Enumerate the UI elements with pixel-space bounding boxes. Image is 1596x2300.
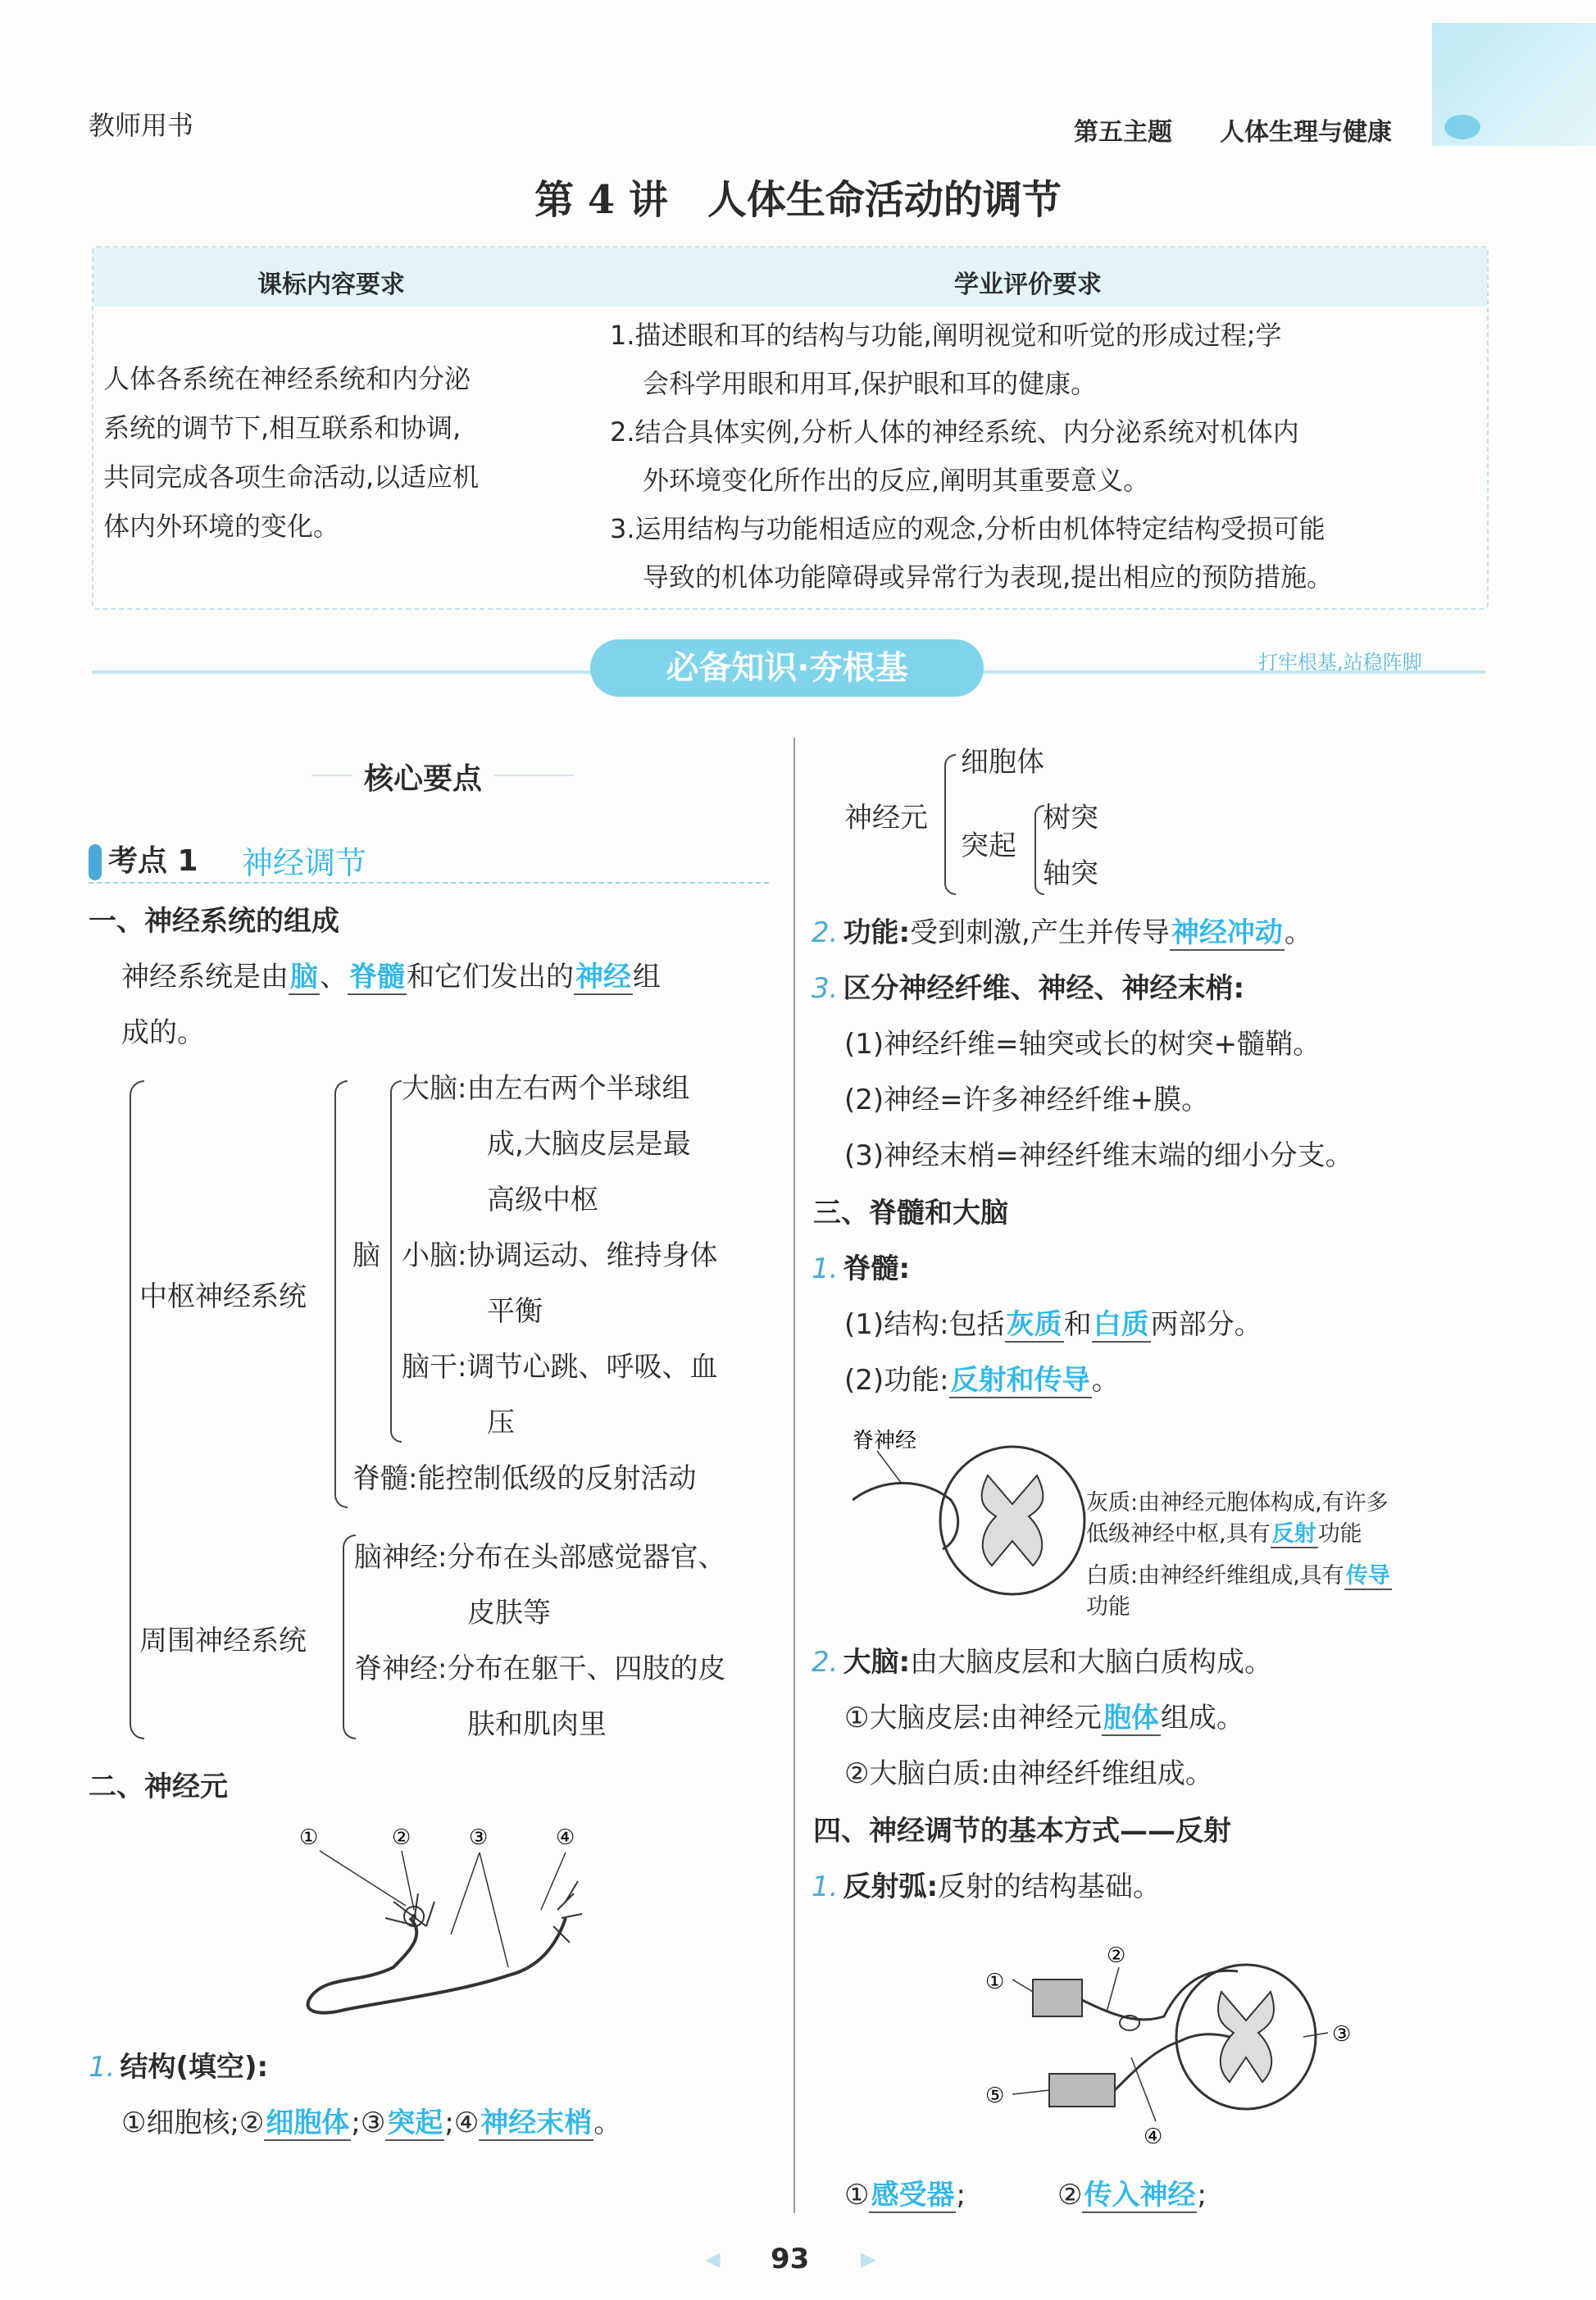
cns-label: 中枢神经系统: [139, 1280, 307, 1313]
next-arrow-icon: ▶: [861, 2248, 876, 2270]
answer-nerve-ending: 神经末梢: [480, 2107, 593, 2139]
kp-underline: [89, 882, 769, 884]
s2-title: 二、神经元: [89, 1770, 228, 1803]
text: 由大脑皮层和大脑白质构成。: [910, 1646, 1273, 1679]
text: 。: [1091, 1364, 1120, 1397]
neuron-label-3: ③: [469, 1825, 489, 1850]
reflex-arc-title: [812, 1859, 1161, 1915]
kp-marker: [89, 844, 102, 880]
text: 功能: [1317, 1521, 1362, 1547]
text: 组: [633, 961, 661, 993]
answer-white-matter: 白质: [1093, 1308, 1149, 1341]
text: 两部分。: [1150, 1308, 1262, 1341]
text: 大脑:: [843, 1646, 911, 1679]
header-topic: 第五主题: [1074, 118, 1172, 147]
item-number: 3.: [812, 972, 839, 1005]
neuron-label-1: ①: [299, 1825, 319, 1850]
arc-label-4: ④: [1144, 2125, 1163, 2148]
s1-line1: [121, 949, 661, 1005]
text: 神经系统是由: [121, 961, 289, 993]
item-number: 2.: [812, 916, 839, 949]
kp-name: 神经调节: [242, 845, 367, 881]
text: 功能:: [843, 916, 911, 949]
text: 结构(填空):: [120, 2051, 269, 2084]
text: 反射弧:: [843, 1870, 939, 1903]
arc-label-3: ③: [1332, 2022, 1352, 2047]
text: ①细胞核;②: [121, 2107, 265, 2139]
col2-line: 导致的机体功能障碍或异常行为表现,提出相应的预防措施。: [643, 561, 1334, 593]
brain-brace: [390, 1080, 402, 1443]
cranial-line2: 皮肤等: [467, 1597, 551, 1630]
s3-title: 三、脊髓和大脑: [813, 1197, 1008, 1230]
answer-afferent-nerve: 传入神经: [1084, 2179, 1196, 2211]
text: ;③: [351, 2107, 386, 2139]
answer-reflex: 反射: [1271, 1521, 1316, 1547]
answer-process: 突起: [387, 2107, 443, 2139]
answer-cell-body: 胞体: [1103, 1702, 1159, 1734]
spinal-nerve-line2: 肤和肌肉里: [467, 1708, 607, 1741]
col2-text: [610, 311, 1333, 602]
text: 功能: [1086, 1594, 1130, 1620]
text: (1)结构:包括: [844, 1308, 1005, 1341]
text: ;④: [444, 2107, 480, 2139]
cerebrum-line1: 大脑:由左右两个半球组: [402, 1072, 690, 1105]
col1-text: [103, 354, 479, 551]
spinal-cord-title: [812, 1241, 910, 1297]
text: 受到刺激,产生并传导: [910, 916, 1170, 949]
answer-receptor: 感受器: [871, 2179, 955, 2211]
distinguish-2: (2)神经=许多神经纤维+膜。: [844, 1084, 1210, 1116]
s1-line2: 成的。: [121, 1016, 205, 1049]
answer-reflex-conduction: 反射和传导: [950, 1364, 1090, 1397]
cortex-line: [844, 1690, 1244, 1746]
answer-conduction: 传导: [1345, 1563, 1390, 1589]
brain-title: [812, 1634, 1272, 1690]
spinal-nerve-line1: 脊神经:分布在躯干、四肢的皮: [354, 1652, 726, 1685]
header-left: 教师用书: [89, 110, 194, 141]
dendrite-label: 树突: [1043, 802, 1098, 834]
cerebrum-line2: 成,大脑皮层是最: [487, 1128, 691, 1161]
distinguish-title: [812, 961, 1244, 1016]
cns-brace: [334, 1080, 348, 1508]
cerebrum-line3: 高级中枢: [487, 1184, 598, 1216]
col1-head: 课标内容要求: [257, 270, 405, 299]
brain-label: 脑: [352, 1239, 380, 1272]
neuron-label: 神经元: [844, 802, 928, 834]
spinal-nerve-label: 脊神经: [853, 1429, 917, 1453]
text: 脊髓:: [843, 1252, 911, 1285]
header-title: 人体生理与健康: [1220, 118, 1392, 147]
function-line: [812, 905, 1312, 961]
answer-spinal-cord: 脊髓: [349, 961, 405, 993]
axon-label: 轴突: [1043, 857, 1098, 890]
answer-nerve-impulse: 神经冲动: [1171, 916, 1283, 949]
cerebellum-line1: 小脑:协调运动、维持身体: [402, 1239, 718, 1272]
text: ②: [1057, 2179, 1083, 2211]
banner-side: 打牢根基,站稳阵脚: [1258, 651, 1422, 674]
spinal-cord-figure: [853, 1426, 1098, 1615]
s1-title: 一、神经系统的组成: [89, 905, 339, 938]
item-number: 2.: [812, 1646, 839, 1679]
distinguish-3: (3)神经末梢=神经纤维末端的细小分支。: [844, 1139, 1353, 1172]
text: ①: [844, 2179, 870, 2211]
text: (2)功能:: [844, 1364, 949, 1397]
text: 组成。: [1160, 1702, 1244, 1734]
col1-line: 体内外环境的变化。: [103, 511, 340, 542]
reflex-arc-figure: [975, 1934, 1361, 2148]
item-number: 1.: [812, 1252, 839, 1285]
spinal-function: [844, 1352, 1120, 1408]
text: 。: [1284, 916, 1312, 949]
white-matter-note: [1086, 1561, 1392, 1623]
spinal-cord-line: 脊髓:能控制低级的反射活动: [352, 1462, 697, 1495]
col1-line: 共同完成各项生命活动,以适应机: [103, 461, 480, 493]
neuron-label-2: ②: [392, 1825, 412, 1850]
cerebellum-line2: 平衡: [487, 1295, 543, 1328]
col1-line: 人体各系统在神经系统和内分泌: [103, 363, 471, 394]
arc-label-1: ①: [985, 1970, 1005, 1994]
arc-answer-2: [1057, 2167, 1207, 2223]
prev-arrow-icon: ◀: [705, 2248, 721, 2270]
answer-nerves: 神经: [575, 961, 631, 993]
brainstem-line1: 脑干:调节心跳、呼吸、血: [402, 1351, 718, 1384]
kp-label: 考点 1: [108, 844, 198, 878]
answer-cell-body: 细胞体: [266, 2107, 350, 2139]
q1-title: [89, 2039, 268, 2095]
text: 灰质:由神经元胞体构成,有许多: [1086, 1490, 1389, 1516]
text: 低级神经中枢,具有: [1086, 1521, 1271, 1547]
page-title: 第 4 讲 人体生命活动的调节: [534, 177, 1062, 223]
text: ①大脑皮层:由神经元: [844, 1702, 1102, 1734]
pns-label: 周围神经系统: [139, 1625, 307, 1657]
text: ;: [956, 2179, 966, 2211]
q1-answers: [121, 2095, 621, 2151]
answer-brain: 脑: [290, 961, 318, 993]
banner-main: 必备知识·夯根基: [590, 639, 984, 697]
column-divider: [793, 738, 795, 2213]
arc-label-2: ②: [1107, 1943, 1126, 1968]
text: ;: [1197, 2179, 1207, 2211]
neuron-figure: [295, 1820, 590, 2025]
white-matter-line: ②大脑白质:由神经纤维组成。: [844, 1757, 1213, 1790]
text: 。: [593, 2107, 622, 2139]
s4-title: 四、神经调节的基本方式——反射: [813, 1815, 1231, 1848]
col2-line: 外环境变化所作出的反应,阐明其重要意义。: [643, 465, 1150, 496]
cranial-line1: 脑神经:分布在头部感觉器官、: [354, 1541, 726, 1574]
item-number: 1.: [89, 2051, 116, 2084]
cell-body-label: 细胞体: [961, 746, 1044, 779]
answer-gray-matter: 灰质: [1006, 1308, 1062, 1341]
col2-line: 2.结合具体实例,分析人体的神经系统、内分泌系统对机体内: [610, 416, 1299, 448]
text: 反射的结构基础。: [938, 1870, 1162, 1903]
text: 和: [1063, 1308, 1092, 1341]
distinguish-1: (1)神经纤维=轴突或长的树突+髓鞘。: [844, 1028, 1321, 1061]
col2-head: 学业评价要求: [954, 270, 1102, 299]
brain-icon: [1444, 115, 1480, 139]
process-label: 突起: [961, 830, 1016, 862]
text: 白质:由神经纤维组成,具有: [1086, 1563, 1344, 1589]
requirements-box: [92, 246, 1489, 610]
col2-line: 会科学用眼和用耳,保护眼和耳的健康。: [643, 368, 1098, 399]
text: 、: [320, 961, 348, 993]
neuron-brace: [944, 754, 956, 895]
col1-line: 系统的调节下,相互联系和协调,: [103, 412, 462, 443]
arc-label-5: ⑤: [985, 2084, 1005, 2108]
item-number: 1.: [812, 1870, 839, 1903]
core-title: 核心要点: [352, 756, 493, 798]
page-number: 93: [771, 2243, 810, 2275]
col2-line: 1.描述眼和耳的结构与功能,阐明视觉和听觉的形成过程;学: [610, 320, 1282, 351]
text: 和它们发出的: [407, 961, 574, 993]
spinal-structure: [844, 1297, 1262, 1352]
text: 区分神经纤维、神经、神经末梢:: [843, 972, 1245, 1005]
col2-line: 3.运用结构与功能相适应的观念,分析由机体特定结构受损可能: [610, 513, 1325, 544]
arc-answer-1: [844, 2167, 966, 2223]
neuron-label-4: ④: [556, 1825, 575, 1850]
gray-matter-note: [1086, 1488, 1389, 1550]
brainstem-line2: 压: [487, 1407, 515, 1439]
